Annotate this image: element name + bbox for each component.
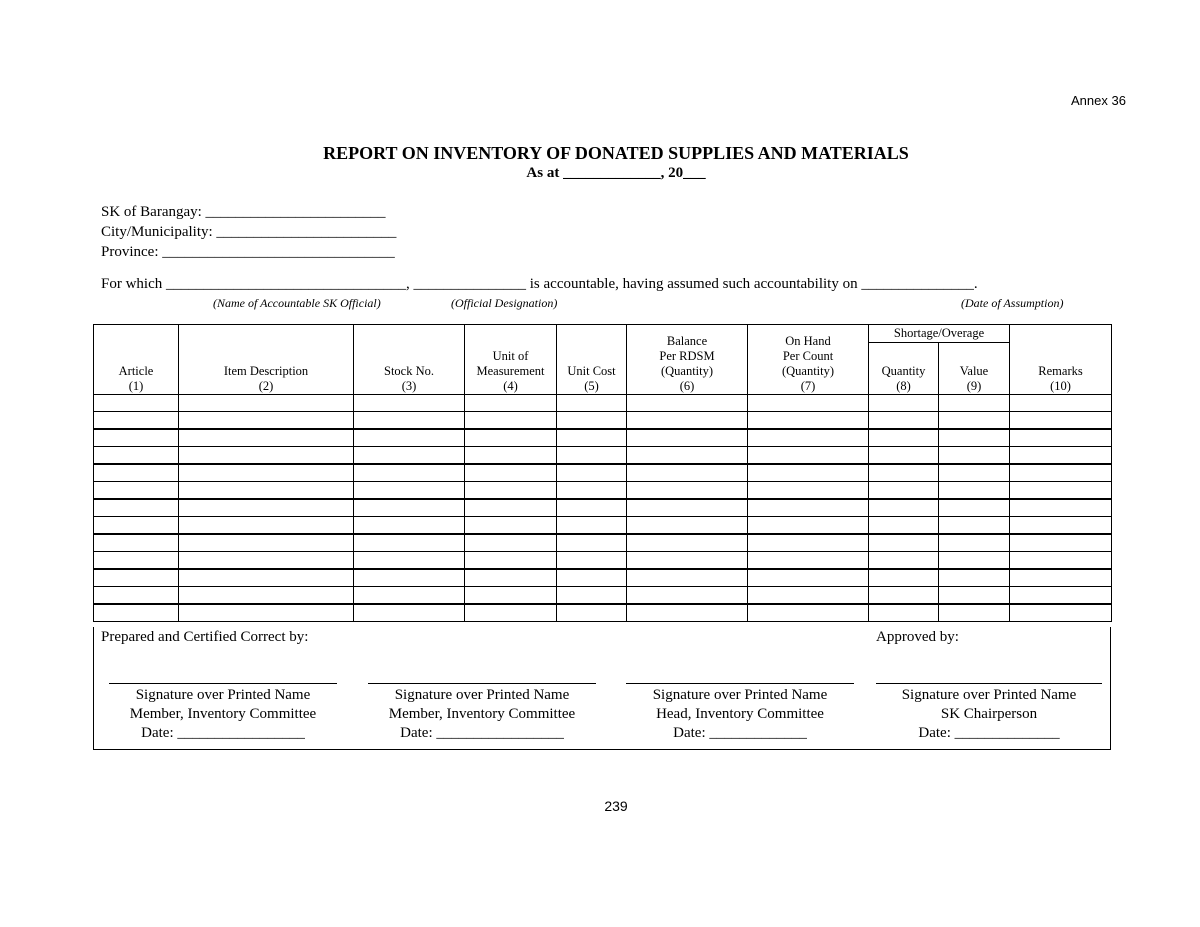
table-cell [627,552,748,570]
table-cell [1010,429,1112,447]
table-cell [869,482,939,500]
signatory-role: Member, Inventory Committee [388,706,576,722]
signatory-1 [109,683,337,743]
table-cell [748,412,869,430]
table-cell [557,412,627,430]
table-cell [354,395,465,412]
table-cell [465,604,557,622]
table-cell [748,604,869,622]
table-cell [869,587,939,605]
sk-barangay-field: SK of Barangay: ________________________ [101,204,386,220]
signatory-4 [876,683,1102,743]
table-cell [465,395,557,412]
prepared-by-label: Prepared and Certified Correct by: [101,629,309,645]
table-row [94,587,1112,605]
signatory-2 [368,683,596,743]
signatory-date: Date: _________________ [141,725,305,741]
table-cell [94,412,179,430]
table-cell [939,482,1010,500]
table-cell [354,604,465,622]
table-cell [869,464,939,482]
table-cell [869,395,939,412]
annex-label: Annex 36 [1071,93,1126,108]
table-cell [1010,499,1112,517]
table-cell [465,412,557,430]
table-cell [627,569,748,587]
table-cell [748,552,869,570]
table-cell [354,569,465,587]
table-row [94,464,1112,482]
table-row [94,395,1112,412]
table-cell [465,499,557,517]
table-cell [748,482,869,500]
table-cell [465,429,557,447]
table-cell [939,499,1010,517]
table-cell [939,429,1010,447]
table-cell [627,482,748,500]
table-cell [748,587,869,605]
col-label: Measurement [476,364,545,378]
table-cell [179,395,354,412]
table-cell [94,587,179,605]
col-number: (6) [679,379,695,393]
table-cell [354,482,465,500]
table-cell [1010,534,1112,552]
province-field: Province: _______________________________ [101,244,395,260]
table-row [94,499,1112,517]
table-cell [627,395,748,412]
signatory-date: Date: _________________ [400,725,564,741]
table-cell [179,447,354,465]
table-cell [869,534,939,552]
table-cell [557,429,627,447]
col-label: Unit of [492,349,529,363]
table-cell [179,569,354,587]
col-number: (8) [896,379,911,393]
table-cell [627,534,748,552]
table-cell [748,395,869,412]
col-unit-cost [557,325,627,395]
col-label: Per Count [782,349,834,363]
col-number: (4) [503,379,518,393]
col-group-shortage-overage: Shortage/Overage [869,325,1010,343]
col-remarks [1010,325,1112,395]
table-cell [557,534,627,552]
col-label: Per RDSM [659,349,715,363]
as-at-line: As at _____________, 20___ [526,165,706,181]
col-label: Quantity [881,364,926,378]
table-cell [557,569,627,587]
table-cell [1010,395,1112,412]
table-cell [94,447,179,465]
table-cell [1010,552,1112,570]
table-cell [1010,604,1112,622]
table-cell [179,482,354,500]
signatory-role: SK Chairperson [940,706,1038,722]
table-cell [627,517,748,535]
table-cell [557,587,627,605]
table-cell [748,429,869,447]
table-cell [354,499,465,517]
table-cell [557,482,627,500]
page-number: 239 [604,798,628,814]
col-balance-per-rdsm [627,325,748,395]
col-label: On Hand [785,334,831,348]
table-row [94,534,1112,552]
table-cell [465,482,557,500]
table-cell [354,517,465,535]
table-cell [627,604,748,622]
col-article [94,325,179,395]
table-cell [94,604,179,622]
approved-by-label: Approved by: [876,629,959,645]
table-cell [748,464,869,482]
table-cell [748,517,869,535]
signatory-date: Date: ______________ [918,725,1060,741]
table-row [94,569,1112,587]
table-row [94,429,1112,447]
table-cell [94,517,179,535]
table-cell [557,552,627,570]
table-cell [939,534,1010,552]
table-cell [1010,447,1112,465]
table-cell [354,429,465,447]
col-item-description [179,325,354,395]
table-cell [557,604,627,622]
col-number: (9) [966,379,982,393]
table-cell [748,447,869,465]
table-cell [627,429,748,447]
table-cell [869,447,939,465]
table-cell [179,517,354,535]
table-cell [939,552,1010,570]
table-cell [179,464,354,482]
table-cell [94,569,179,587]
table-cell [557,517,627,535]
city-field: City/Municipality: ________________________ [101,224,397,240]
table-cell [869,412,939,430]
accountability-line: For which ________________________________, _______________ is accountable, having assumed such accountability on _______________. [101,276,978,292]
table-cell [939,395,1010,412]
table-cell [748,569,869,587]
table-cell [627,499,748,517]
table-cell [465,587,557,605]
table-row [94,604,1112,622]
col-number: (2) [258,379,274,393]
table-cell [94,395,179,412]
signature-caption: Signature over Printed Name [135,687,311,703]
table-cell [94,499,179,517]
table-cell [465,447,557,465]
signatory-3 [626,683,854,743]
table-cell [465,464,557,482]
signature-caption: Signature over Printed Name [901,687,1077,703]
table-cell [94,534,179,552]
signatory-role: Head, Inventory Committee [656,706,824,722]
table-cell [939,464,1010,482]
table-cell [557,499,627,517]
table-cell [939,569,1010,587]
table-cell [354,464,465,482]
table-cell [627,447,748,465]
table-cell [1010,569,1112,587]
table-row [94,447,1112,465]
table-cell [557,464,627,482]
report-title: REPORT ON INVENTORY OF DONATED SUPPLIES AND MATERIALS [323,143,909,163]
table-cell [939,604,1010,622]
table-cell [1010,482,1112,500]
signature-caption: Signature over Printed Name [394,687,570,703]
col-number: (5) [584,379,599,393]
table-row [94,552,1112,570]
table-cell [557,395,627,412]
table-cell [939,587,1010,605]
col-label: (Quantity) [660,364,714,378]
table-cell [465,569,557,587]
table-cell [557,447,627,465]
table-cell [179,499,354,517]
col-label: Balance [666,334,708,348]
table-row [94,412,1112,430]
caption-official-name: (Name of Accountable SK Official) [213,296,381,310]
table-cell [179,534,354,552]
table-cell [627,412,748,430]
table-cell [354,587,465,605]
table-cell [627,464,748,482]
table-cell [1010,587,1112,605]
table-cell [354,552,465,570]
table-cell [1010,517,1112,535]
col-label: Unit Cost [567,364,616,378]
table-cell [939,447,1010,465]
col-value [939,343,1010,395]
table-cell [179,552,354,570]
table-row [94,482,1112,500]
col-number: (3) [401,379,417,393]
col-quantity [869,343,939,395]
col-label: Item Description [223,364,309,378]
table-cell [179,429,354,447]
table-cell [354,447,465,465]
table-cell [179,412,354,430]
table-cell [94,429,179,447]
signatory-role: Member, Inventory Committee [129,706,317,722]
table-cell [94,482,179,500]
table-cell [354,534,465,552]
caption-designation: (Official Designation) [451,296,558,310]
col-number: (7) [800,379,816,393]
table-cell [1010,412,1112,430]
table-cell [465,552,557,570]
col-number: (1) [128,379,144,393]
col-label: Remarks [1038,364,1083,378]
signatory-date: Date: _____________ [673,725,807,741]
table-cell [748,534,869,552]
table-cell [94,552,179,570]
table-cell [869,499,939,517]
table-cell [869,429,939,447]
table-cell [1010,464,1112,482]
table-cell [869,604,939,622]
col-label: (Quantity) [781,364,835,378]
table-cell [465,534,557,552]
col-label: Stock No. [384,364,434,378]
table-cell [627,587,748,605]
table-cell [939,517,1010,535]
signature-caption: Signature over Printed Name [652,687,828,703]
table-cell [869,569,939,587]
caption-date-assumption: (Date of Assumption) [961,296,1064,310]
col-label: Value [959,364,989,378]
inventory-table [93,324,1112,622]
col-stock-no [354,325,465,395]
table-row [94,517,1112,535]
table-cell [869,517,939,535]
table-cell [354,412,465,430]
col-label: Article [118,364,154,378]
col-on-hand-per-count [748,325,869,395]
signature-block [93,627,1111,750]
table-cell [939,412,1010,430]
table-cell [869,552,939,570]
table-cell [179,587,354,605]
col-unit-of-measurement [465,325,557,395]
table-body [94,395,1112,622]
table-cell [465,517,557,535]
col-number: (10) [1050,379,1071,393]
table-cell [748,499,869,517]
table-cell [94,464,179,482]
table-cell [179,604,354,622]
